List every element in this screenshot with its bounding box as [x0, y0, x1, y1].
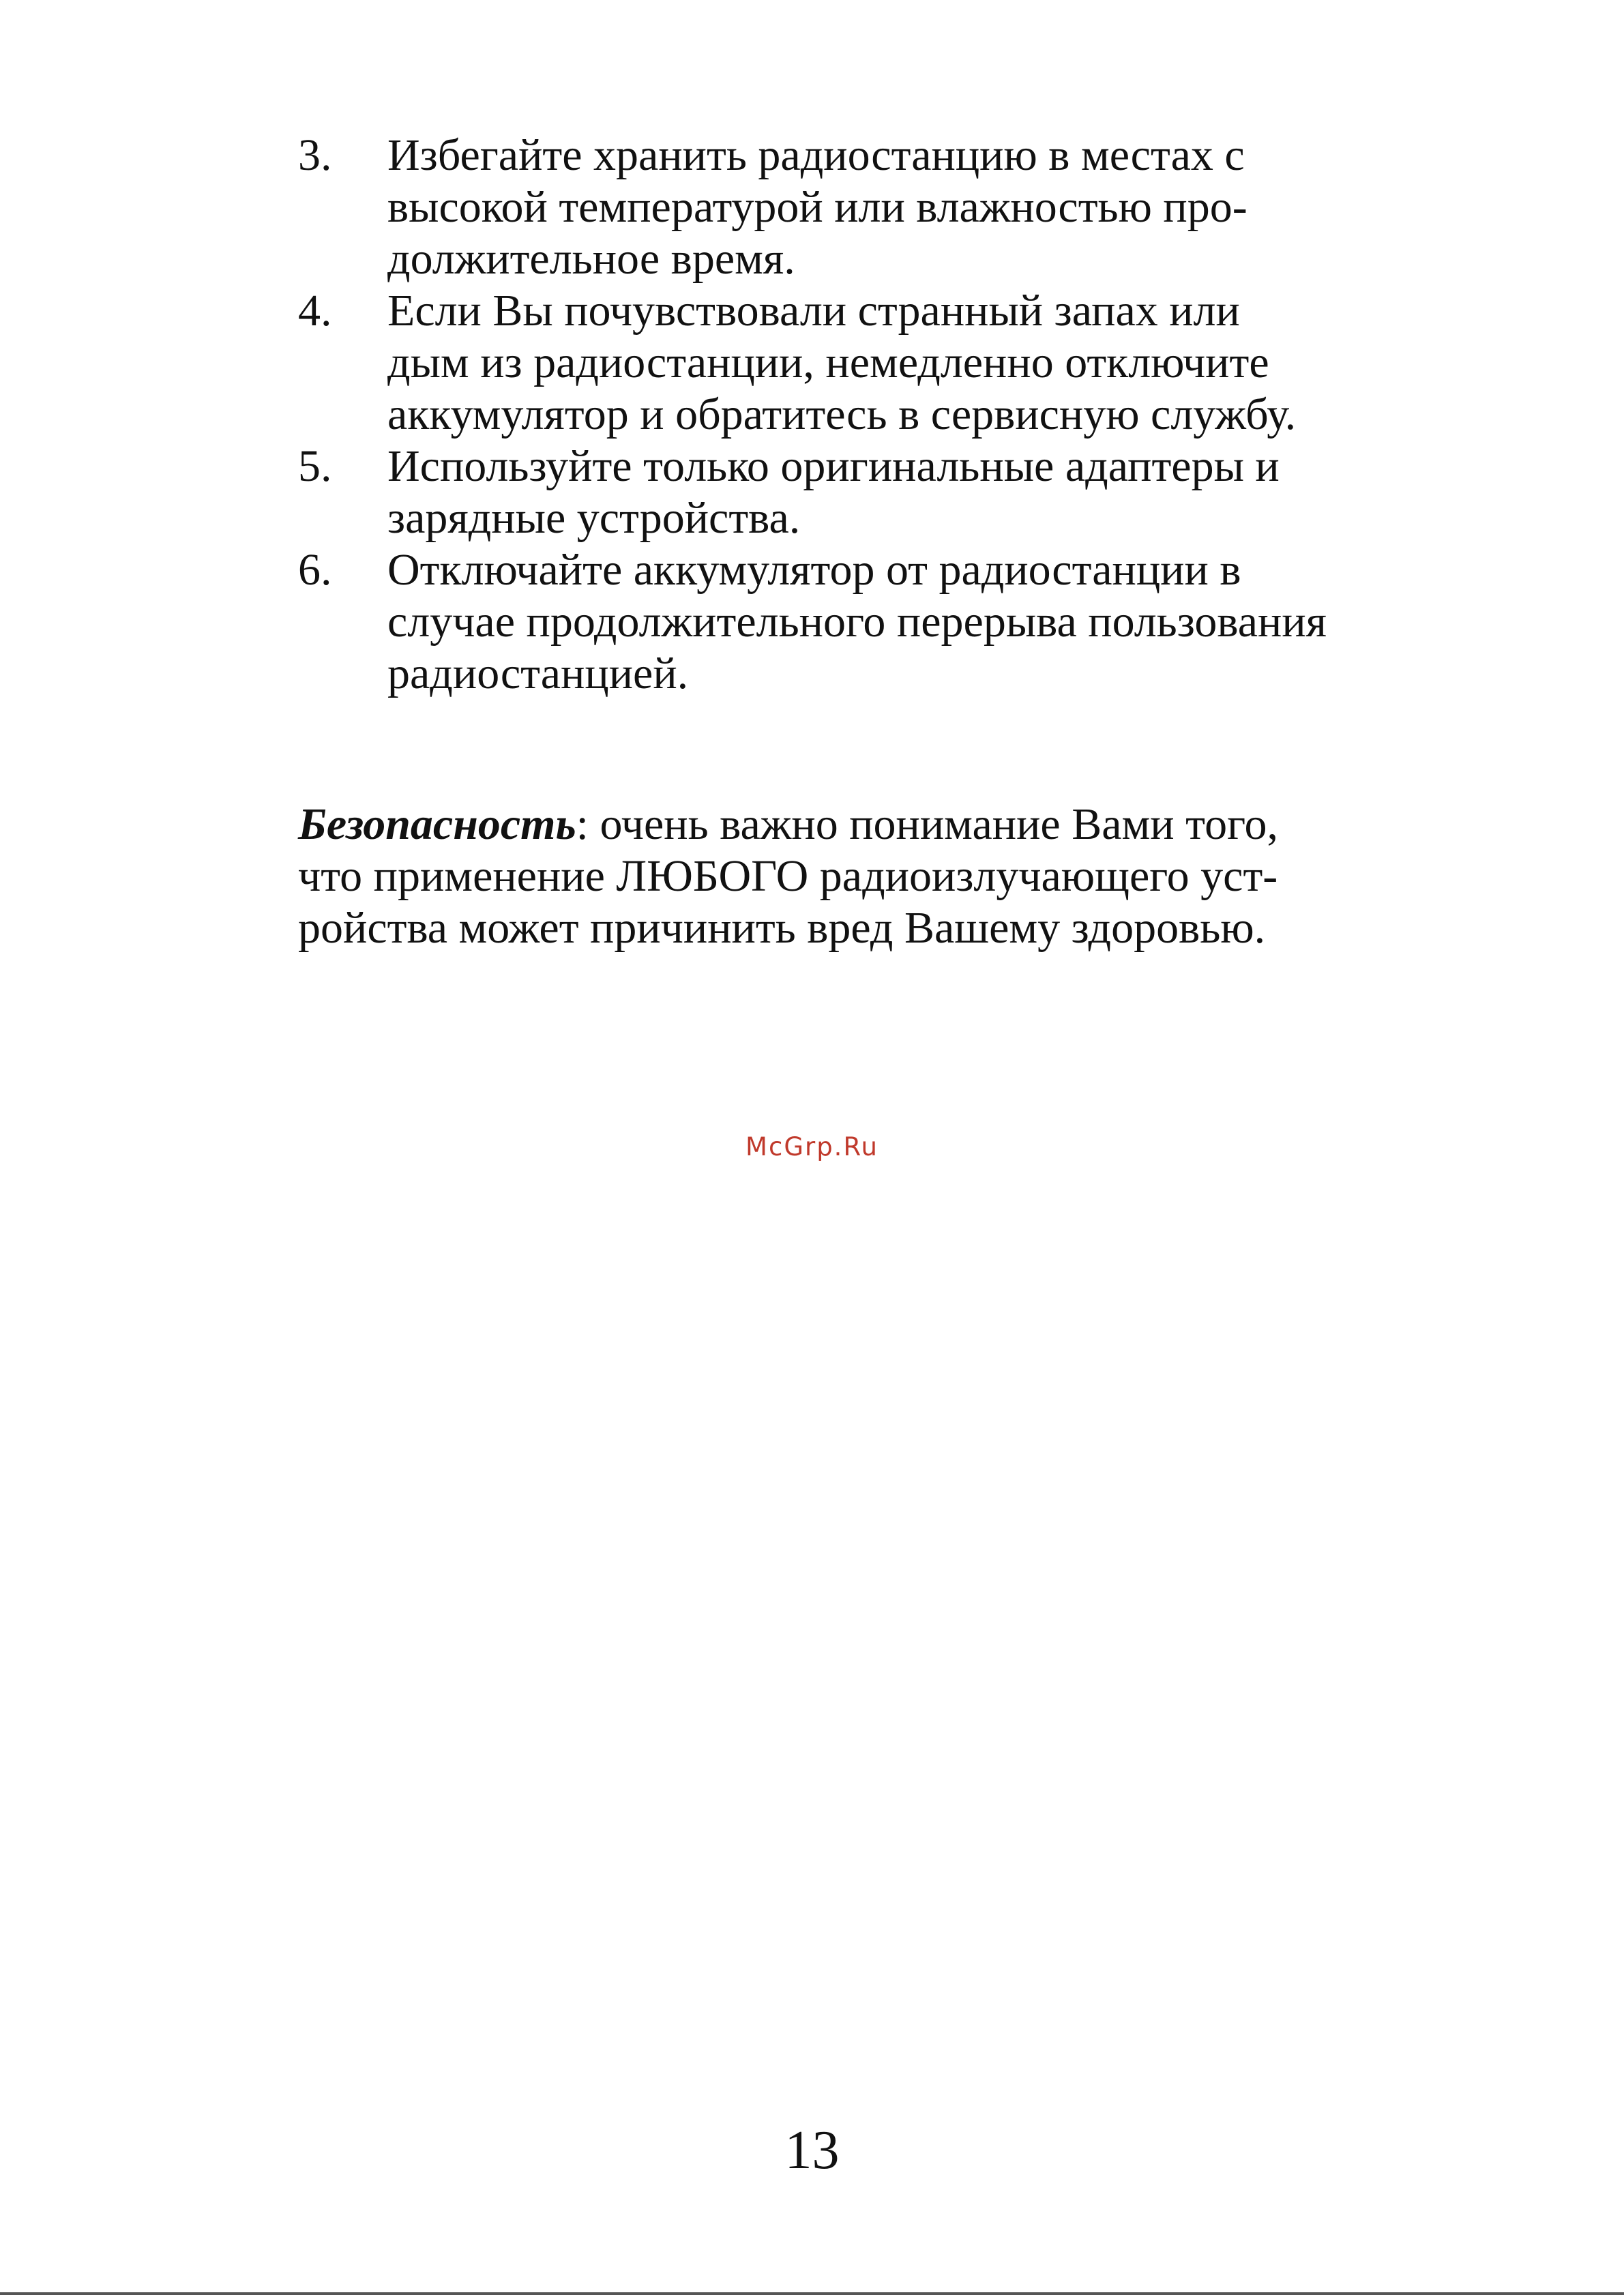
- list-item: [298, 544, 1362, 700]
- item-text: Если Вы почувствовали странный запах или дым из радиостанции, немедленно отключите аккумулятор и обратитесь в сервисную службу.: [387, 286, 1297, 439]
- safety-text: : очень важно понимание Вами того, что применение ЛЮБОГО радиоизлучающего уст- ройства может причинить вред Вашему здоровью.: [298, 799, 1279, 953]
- safety-paragraph: [298, 799, 1362, 954]
- item-text: Используйте только оригинальные адаптеры и зарядные устройства.: [387, 441, 1280, 543]
- watermark: McGrp.Ru: [745, 1132, 879, 1161]
- item-number: 4.: [298, 286, 332, 336]
- item-text: Отключайте аккумулятор от радиостанции в случае продолжительного перерыва пользования радиостанцией.: [387, 545, 1327, 698]
- safety-title: Безопасность: [298, 799, 576, 849]
- instruction-list: [298, 130, 1362, 700]
- item-text: Избегайте хранить радиостанцию в местах с высокой температурой или влажностью про- должительное время.: [387, 130, 1247, 284]
- bottom-divider: [0, 2292, 1624, 2295]
- list-item: [298, 285, 1362, 441]
- page-number: 13: [784, 2120, 840, 2180]
- list-item: [298, 441, 1362, 544]
- item-number: 6.: [298, 545, 332, 595]
- list-item: [298, 130, 1362, 285]
- item-number: 3.: [298, 130, 332, 180]
- item-number: 5.: [298, 441, 332, 491]
